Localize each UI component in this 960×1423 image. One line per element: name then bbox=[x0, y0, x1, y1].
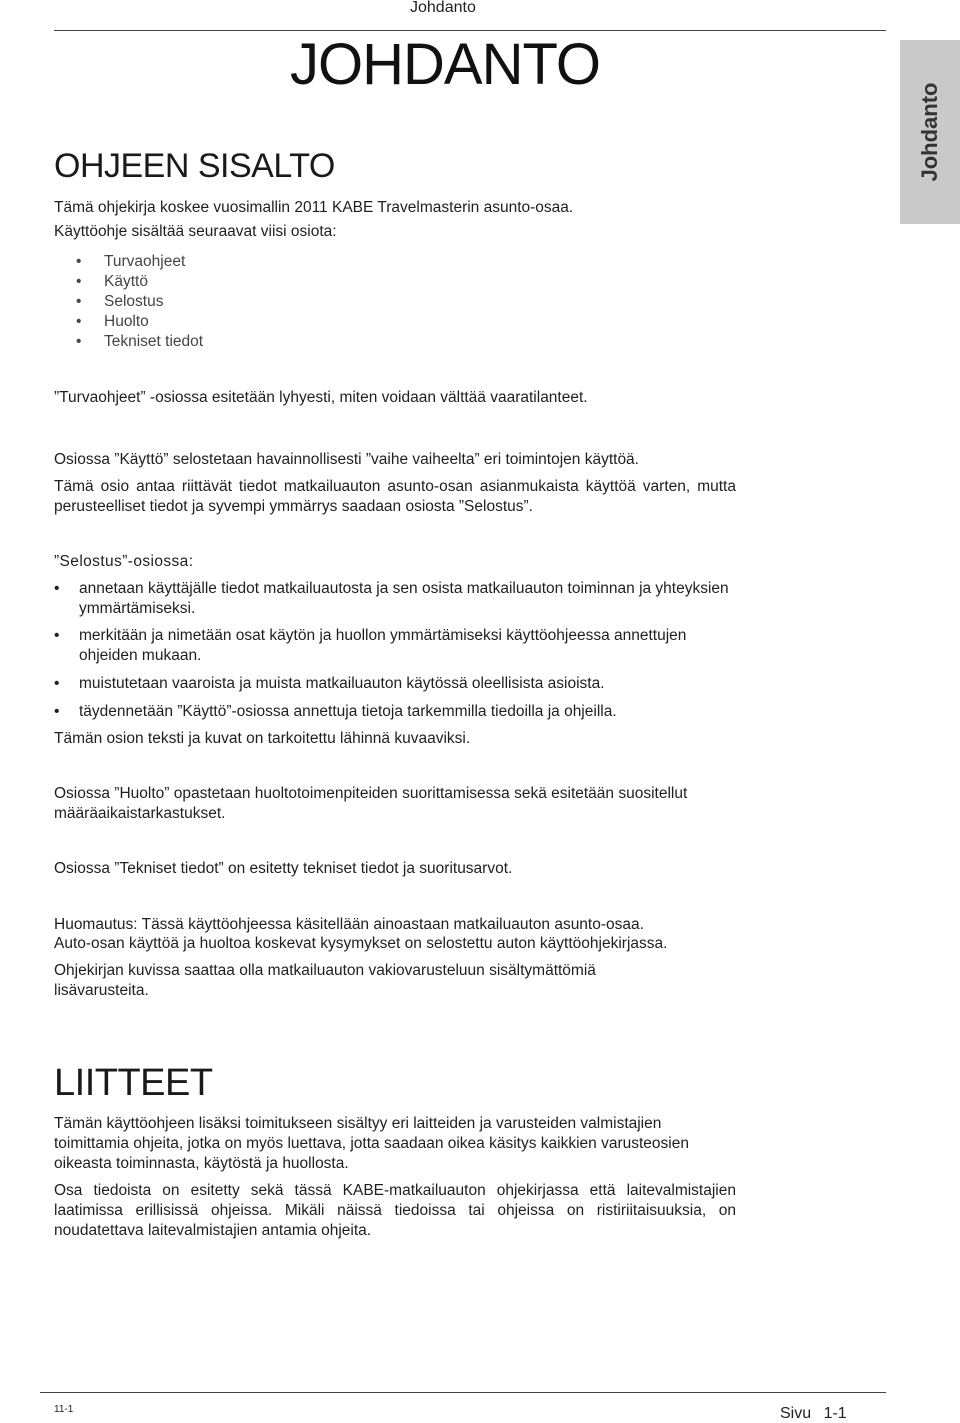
attachments-paragraph-2: Osa tiedoista on esitetty sekä tässä KABE-matkailuauton ohjekirjassa että laitevalmistajien laatimissa erillisissä ohjeissa. Mikäli näissä tiedoissa tai ohjeissa on ristiriitaisuuksia, on noudatettava laitevalmistajien antamia ohjeita. bbox=[54, 1182, 736, 1239]
intro-paragraph-2: Käyttöohje sisältää seuraavat viisi osiota: bbox=[54, 223, 337, 240]
bullet: • bbox=[76, 293, 82, 310]
list-item-text: Käyttö bbox=[104, 273, 148, 290]
huolto-paragraph: Osiossa ”Huolto” opastetaan huoltotoimenpiteiden suorittamisessa sekä esitetään suositellut määräaikaistarkastukset. bbox=[54, 785, 688, 822]
list-item-text: Tekniset tiedot bbox=[104, 333, 204, 350]
page-number: Sivu 1-1 bbox=[780, 1405, 847, 1422]
list-item-text: merkitään ja nimetään osat käytön ja huollon ymmärtämiseksi käyttöohjeessa annettujen ohjeiden mukaan. bbox=[79, 627, 687, 664]
list-item-text: Turvaohjeet bbox=[104, 253, 186, 270]
bullet: • bbox=[54, 675, 60, 692]
list-item-text: Huolto bbox=[104, 313, 149, 330]
bullet: • bbox=[76, 333, 82, 350]
bullet: • bbox=[54, 703, 60, 720]
selostus-intro: ”Selostus”-osiossa: bbox=[54, 553, 194, 570]
tekniset-paragraph: Osiossa ”Tekniset tiedot” on esitetty tekniset tiedot ja suoritusarvot. bbox=[54, 860, 513, 877]
side-tab[interactable] bbox=[900, 40, 960, 224]
huomautus-line-1: Huomautus: Tässä käyttöohjeessa käsitellään ainoastaan matkailuauton asunto-osaa. bbox=[54, 916, 644, 933]
turvaohjeet-paragraph: ”Turvaohjeet” -osiossa esitetään lyhyesti, miten voidaan välttää vaaratilanteet. bbox=[54, 389, 588, 406]
bullet: • bbox=[54, 580, 60, 597]
list-item-text: täydennetään ”Käyttö”-osiossa annettuja tietoja tarkemmilla tiedoilla ja ohjeilla. bbox=[79, 703, 617, 720]
bullet: • bbox=[76, 253, 82, 270]
intro-paragraph-1: Tämä ohjekirja koskee vuosimallin 2011 KABE Travelmasterin asunto-osaa. bbox=[54, 199, 574, 216]
page-title: JOHDANTO bbox=[290, 32, 600, 97]
footer-code: 11-1 bbox=[54, 1404, 74, 1415]
kuvat-paragraph: Ohjekirjan kuvissa saattaa olla matkailuauton vakiovarusteluun sisältymättömiä lisävarusteita. bbox=[54, 962, 596, 999]
kaytto-paragraph-1: Osiossa ”Käyttö” selostetaan havainnollisesti ”vaihe vaiheelta” eri toimintojen käyttöä. bbox=[54, 451, 639, 468]
list-item-text: Selostus bbox=[104, 293, 164, 310]
section-heading-attachments: LIITTEET bbox=[54, 1062, 213, 1104]
huomautus-line-2: Auto-osan käyttöä ja huoltoa koskevat kysymykset on selostettu auton käyttöohjekirjassa. bbox=[54, 935, 668, 952]
bullet: • bbox=[76, 313, 82, 330]
kaytto-paragraph-2: Tämä osio antaa riittävät tiedot matkailuauton asunto-osan asianmukaista käyttöä varten, mutta perusteelliset tiedot ja syvempi ymmärrys saadaan osiosta ”Selostus”. bbox=[54, 478, 736, 515]
bullet: • bbox=[76, 273, 82, 290]
side-tab-label: Johdanto bbox=[917, 82, 942, 182]
footer-rule bbox=[40, 1392, 886, 1393]
list-item-text: annetaan käyttäjälle tiedot matkailuautosta ja sen osista matkailuauton toiminnan ja yhteyksien ymmärtämiseksi. bbox=[79, 580, 729, 617]
attachments-paragraph-1: Tämän käyttöohjeen lisäksi toimitukseen sisältyy eri laitteiden ja varusteiden valmistajien toimittamia ohjeita, jotka on myös luettava, jotta saadaan oikea käsitys kaikkien varusteosien oikeasta toiminnasta, käytöstä ja huollosta. bbox=[54, 1115, 689, 1172]
list-item-text: muistutetaan vaaroista ja muista matkailuauton käytössä oleellisista asioista. bbox=[79, 675, 605, 692]
running-header: Johdanto bbox=[410, 0, 476, 16]
section-heading-contents: OHJEEN SISALTO bbox=[54, 147, 335, 185]
selostus-note: Tämän osion teksti ja kuvat on tarkoitettu lähinnä kuvaaviksi. bbox=[54, 730, 471, 747]
bullet: • bbox=[54, 627, 60, 644]
